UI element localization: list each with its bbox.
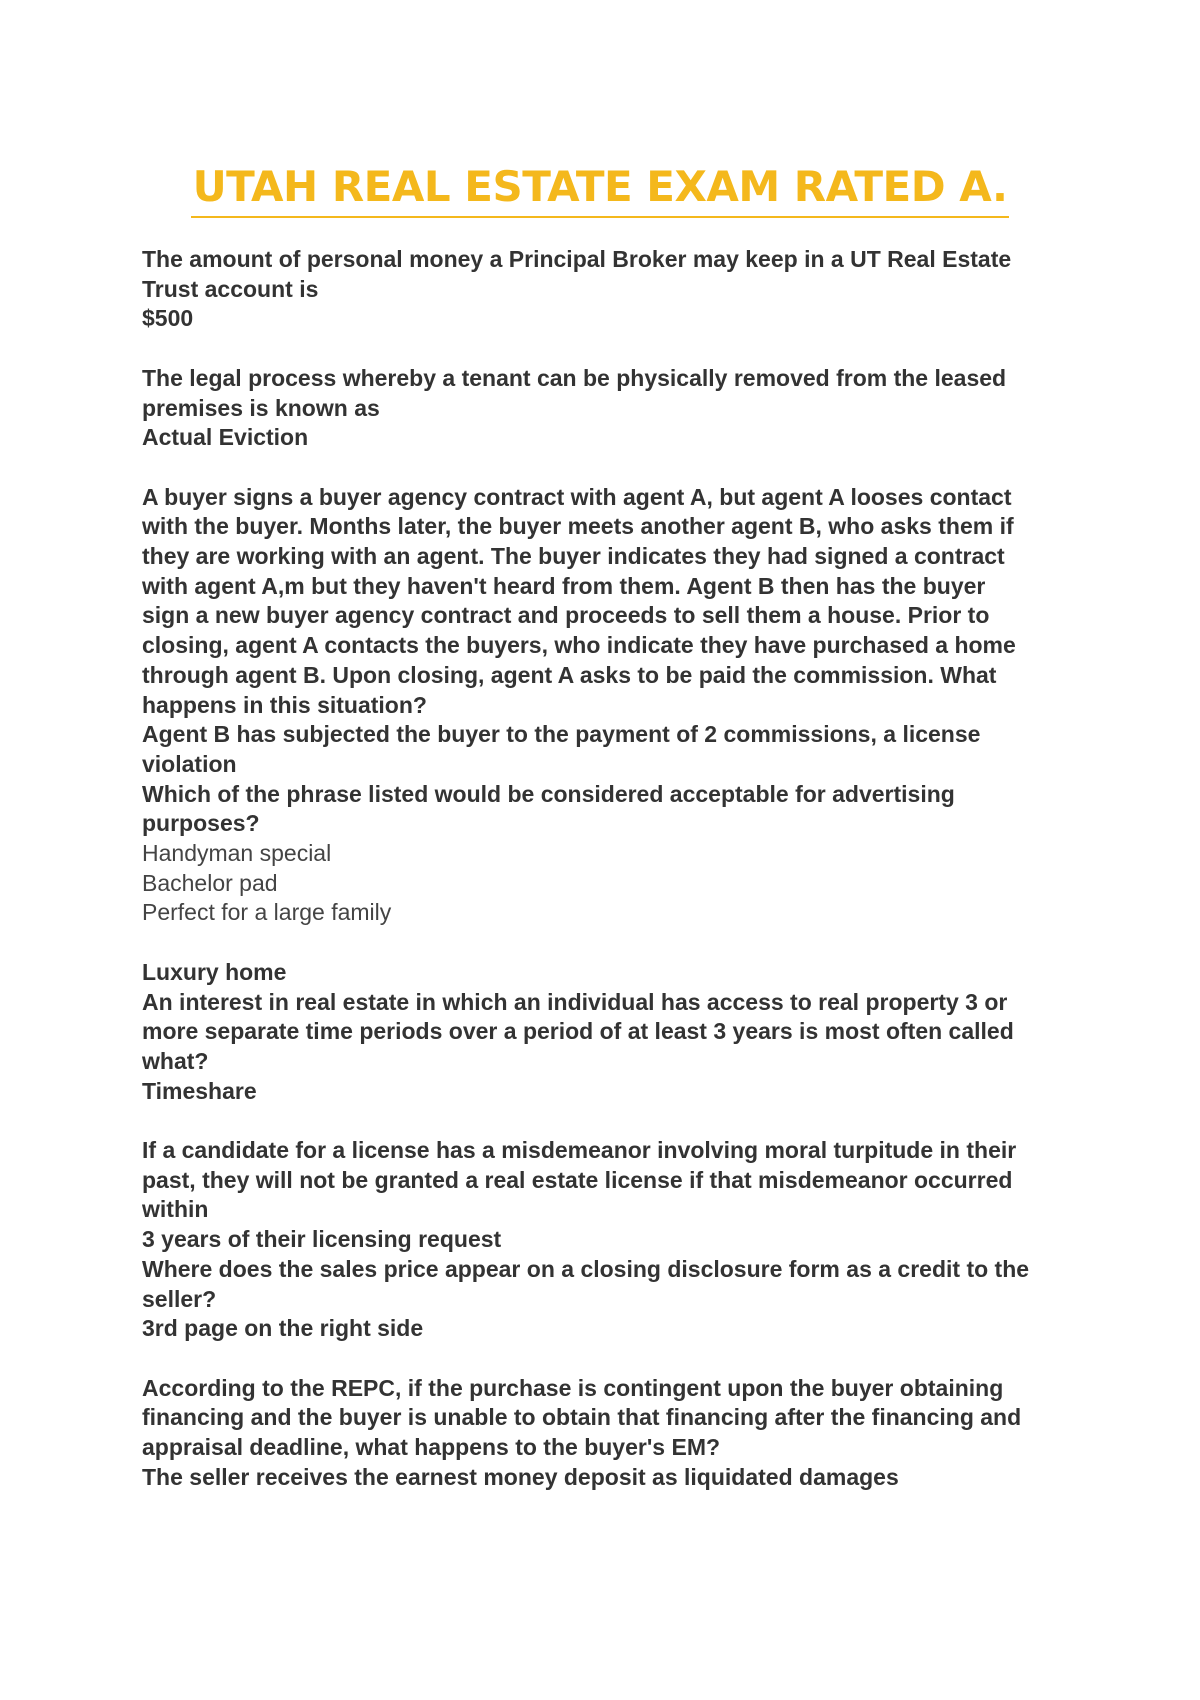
text-line: with the buyer. Months later, the buyer meets another agent B, who asks them if: [142, 513, 1014, 540]
text-line: violation: [142, 750, 237, 777]
text-line: more separate time periods over a period of at least 3 years is most often called: [142, 1018, 1014, 1045]
document-title: UTAH REAL ESTATE EXAM RATED A.: [191, 160, 1010, 218]
text-line: If a candidate for a license has a misdemeanor involving moral turpitude in their: [142, 1137, 1017, 1164]
text-line: Agent B has subjected the buyer to the payment of 2 commissions, a license: [142, 721, 981, 748]
text-line: what?: [142, 1047, 209, 1074]
paragraph-gap: [142, 1344, 1062, 1374]
text-line: Timeshare: [142, 1077, 257, 1104]
text-line: with agent A,m but they haven't heard from them. Agent B then has the buyer: [142, 572, 986, 599]
text-line: they are working with an agent. The buyer indicates they had signed a contract: [142, 543, 1005, 569]
text-line: 3 years of their licensing request: [142, 1226, 502, 1253]
text-line: happens in this situation?: [142, 691, 427, 718]
paragraph-gap: [142, 928, 1062, 958]
text-line: The legal process whereby a tenant can be physically removed from the leased: [142, 364, 1007, 391]
text-line: $500: [142, 305, 194, 332]
text-line: An interest in real estate in which an individual has access to real property 3 or: [142, 988, 1008, 1015]
text-line: through agent B. Upon closing, agent A asks to be paid the commission. What: [142, 661, 997, 688]
text-line: seller?: [142, 1285, 217, 1312]
text-line: 3rd page on the right side: [142, 1315, 424, 1342]
paragraph-gap: [142, 1106, 1062, 1136]
document-body: [142, 245, 1062, 1492]
paragraph-gap: [142, 334, 1062, 364]
text-line: Where does the sales price appear on a closing disclosure form as a credit to the: [142, 1255, 1030, 1282]
text-line: past, they will not be granted a real estate license if that misdemeanor occurred: [142, 1166, 1013, 1193]
text-line: Which of the phrase listed would be considered acceptable for advertising: [142, 780, 955, 807]
text-line: According to the REPC, if the purchase is contingent upon the buyer obtaining: [142, 1374, 1004, 1401]
text-line: The seller receives the earnest money deposit as liquidated damages: [142, 1463, 899, 1490]
text-line: Trust account is: [142, 275, 319, 302]
text-line: Bachelor pad: [142, 869, 278, 896]
title-wrap: [0, 160, 1200, 218]
text-line: A buyer signs a buyer agency contract with agent A, but agent A looses contact: [142, 483, 1012, 510]
text-line: Perfect for a large family: [142, 899, 392, 926]
text-line: appraisal deadline, what happens to the buyer's EM?: [142, 1434, 721, 1461]
text-line: Handyman special: [142, 840, 332, 867]
text-line: financing and the buyer is unable to obtain that financing after the financing and: [142, 1404, 1022, 1431]
text-line: The amount of personal money a Principal Broker may keep in a UT Real Estate: [142, 246, 1012, 272]
text-line: closing, agent A contacts the buyers, who indicate they have purchased a home: [142, 632, 1016, 659]
text-line: sign a new buyer agency contract and proceeds to sell them a house. Prior to: [142, 602, 990, 629]
text-line: premises is known as: [142, 394, 380, 421]
text-line: Actual Eviction: [142, 424, 309, 451]
text-line: Luxury home: [142, 958, 287, 985]
text-line: within: [142, 1196, 209, 1223]
paragraph-gap: [142, 453, 1062, 483]
text-line: purposes?: [142, 810, 260, 837]
